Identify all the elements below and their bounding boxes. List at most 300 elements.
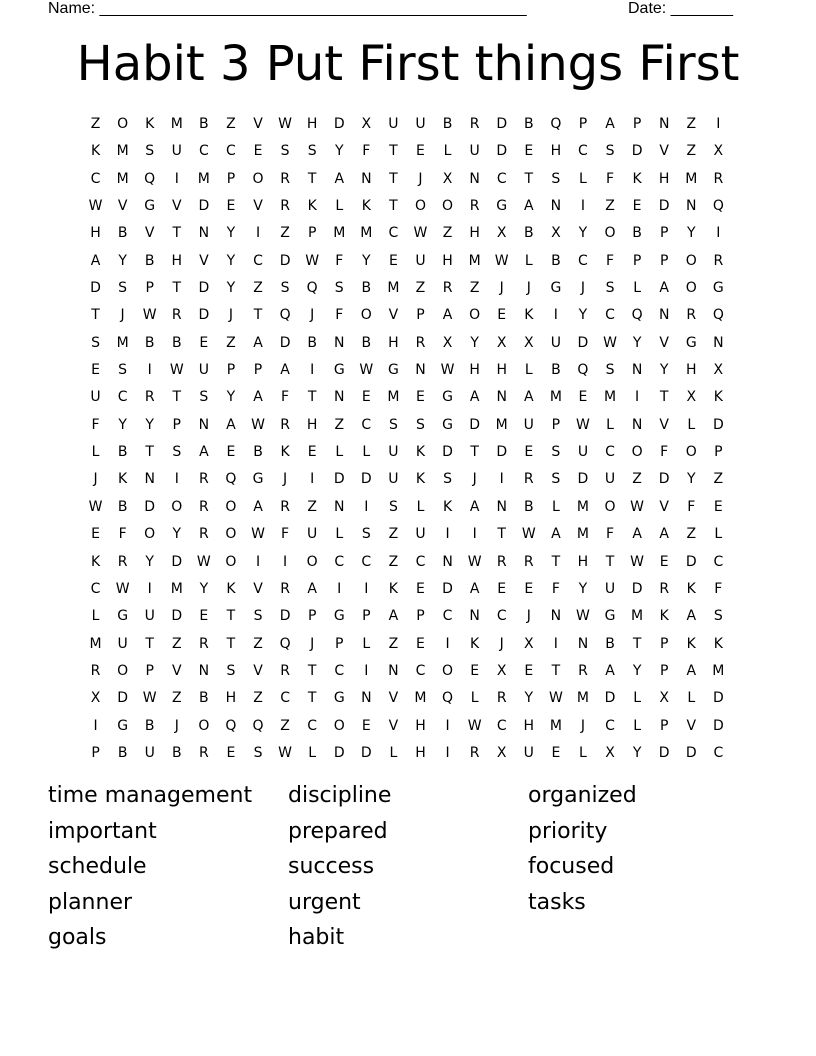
grid-letter: G: [252, 471, 264, 488]
grid-letter: X: [686, 389, 697, 406]
grid-letter: L: [687, 416, 696, 433]
grid-letter: W: [494, 252, 509, 269]
grid-row: [82, 384, 732, 411]
grid-letter: L: [308, 744, 317, 761]
grid-letter: A: [551, 526, 561, 543]
grid-letter: C: [605, 444, 615, 461]
grid-letter: L: [416, 498, 425, 515]
grid-letter: O: [225, 526, 237, 543]
grid-letter: T: [172, 389, 182, 406]
grid-letter: R: [280, 498, 290, 515]
grid-letter: I: [635, 389, 640, 406]
grid-letter: W: [548, 690, 563, 707]
grid-letter: K: [145, 116, 155, 132]
grid-letter: A: [90, 252, 101, 269]
grid-letter: A: [469, 498, 480, 515]
grid-letter: B: [171, 334, 182, 351]
grid-row: [82, 603, 732, 630]
grid-letter: E: [524, 143, 534, 160]
grid-letter: Y: [578, 225, 588, 242]
grid-letter: C: [90, 170, 101, 187]
grid-letter: Z: [253, 690, 263, 707]
grid-letter: E: [551, 744, 561, 761]
grid-letter: S: [199, 389, 209, 406]
grid-letter: H: [415, 744, 426, 761]
grid-letter: T: [389, 143, 398, 160]
grid-letter: B: [551, 252, 561, 269]
grid-letter: T: [91, 307, 100, 324]
grid-letter: G: [442, 389, 453, 406]
grid-letter: F: [362, 143, 371, 160]
grid-letter: W: [521, 526, 536, 543]
grid-letter: A: [686, 608, 697, 625]
grid-letter: L: [389, 744, 398, 761]
grid-letter: M: [576, 526, 589, 543]
grid-letter: S: [91, 334, 100, 351]
word-item: discipline: [288, 783, 392, 808]
grid-letter: M: [387, 280, 400, 297]
grid-letter: R: [171, 307, 182, 324]
grid-letter: C: [361, 553, 372, 570]
grid-letter: L: [579, 744, 587, 761]
grid-letter: E: [497, 580, 507, 597]
grid-letter: P: [416, 608, 425, 625]
grid-letter: V: [253, 662, 263, 679]
grid-letter: B: [144, 717, 155, 734]
grid-letter: D: [198, 280, 210, 297]
grid-letter: K: [388, 580, 398, 597]
grid-letter: I: [472, 526, 477, 543]
grid-letter: J: [526, 608, 531, 625]
grid-letter: A: [199, 444, 209, 461]
grid-letter: Z: [388, 553, 399, 570]
grid-letter: V: [253, 116, 263, 132]
grid-letter: M: [468, 252, 481, 269]
grid-letter: E: [226, 198, 236, 215]
grid-letter: H: [469, 362, 480, 379]
grid-letter: P: [578, 116, 588, 132]
grid-letter: B: [523, 116, 534, 132]
grid-letter: W: [88, 498, 103, 515]
grid-letter: S: [118, 280, 128, 297]
grid-letter: P: [632, 116, 642, 132]
word-item: priority: [528, 818, 608, 844]
grid-letter: P: [714, 444, 723, 461]
word-column-3: [528, 778, 768, 920]
grid-letter: G: [333, 362, 345, 379]
grid-letter: Y: [226, 225, 236, 242]
grid-letter: I: [147, 580, 152, 597]
grid-letter: V: [171, 198, 182, 215]
grid-letter: R: [198, 744, 209, 761]
grid-letter: A: [442, 307, 453, 324]
grid-letter: L: [633, 280, 641, 297]
grid-letter: O: [604, 498, 616, 515]
grid-letter: F: [605, 252, 615, 269]
grid-letter: L: [633, 717, 641, 734]
grid-letter: E: [416, 580, 425, 597]
grid-letter: K: [632, 170, 642, 187]
grid-letter: O: [631, 444, 643, 461]
word-item: time management: [48, 783, 253, 808]
grid-letter: Y: [632, 744, 642, 761]
grid-letter: D: [658, 471, 670, 488]
grid-letter: C: [605, 717, 615, 734]
grid-letter: G: [550, 280, 562, 297]
grid-letter: T: [307, 389, 317, 406]
grid-letter: M: [197, 170, 210, 187]
grid-letter: E: [388, 252, 398, 269]
grid-letter: F: [91, 416, 100, 433]
grid-letter: T: [470, 444, 479, 461]
grid-row: [82, 466, 732, 493]
word-item: urgent: [288, 889, 361, 915]
grid-letter: I: [310, 471, 315, 488]
grid-letter: F: [118, 526, 127, 543]
grid-letter: B: [117, 498, 128, 515]
grid-letter: W: [603, 334, 617, 351]
grid-letter: J: [283, 471, 288, 488]
grid-letter: E: [497, 307, 507, 324]
grid-letter: V: [659, 143, 669, 160]
grid-letter: P: [226, 362, 236, 379]
grid-letter: S: [280, 280, 290, 297]
grid-letter: P: [145, 662, 154, 679]
grid-letter: E: [307, 444, 317, 461]
grid-letter: R: [280, 198, 290, 215]
grid-letter: A: [605, 116, 615, 132]
grid-letter: N: [713, 334, 724, 351]
grid-letter: M: [170, 580, 183, 597]
grid-letter: O: [604, 225, 616, 242]
grid-letter: O: [442, 662, 454, 679]
grid-letter: L: [335, 444, 344, 461]
grid-letter: N: [658, 116, 670, 132]
grid-letter: Z: [388, 635, 399, 652]
grid-letter: Z: [686, 526, 697, 543]
grid-letter: D: [712, 717, 724, 734]
grid-letter: Z: [713, 471, 724, 488]
grid-letter: A: [253, 498, 263, 515]
grid-letter: D: [631, 580, 643, 597]
grid-letter: A: [659, 526, 669, 543]
grid-letter: J: [174, 717, 179, 734]
grid-letter: S: [551, 471, 561, 488]
grid-letter: M: [576, 498, 589, 515]
grid-letter: D: [279, 608, 291, 625]
grid-letter: R: [496, 553, 507, 570]
grid-letter: Y: [172, 526, 182, 543]
grid-letter: P: [632, 252, 642, 269]
grid-letter: L: [524, 252, 533, 269]
grid-letter: R: [469, 198, 480, 215]
grid-letter: W: [88, 198, 103, 215]
word-column-1: [48, 778, 288, 956]
grid-letter: C: [388, 225, 399, 242]
grid-letter: Z: [226, 116, 236, 132]
grid-letter: R: [442, 280, 453, 297]
grid-letter: R: [469, 116, 480, 132]
grid-letter: K: [686, 580, 696, 597]
grid-letter: C: [496, 717, 507, 734]
grid-letter: F: [335, 252, 344, 269]
grid-letter: K: [713, 389, 723, 406]
grid-row: [82, 302, 732, 329]
grid-letter: P: [659, 717, 669, 734]
grid-letter: F: [687, 498, 696, 515]
grid-letter: B: [632, 225, 642, 242]
grid-letter: Y: [226, 280, 236, 297]
grid-letter: B: [117, 225, 128, 242]
grid-letter: P: [335, 635, 344, 652]
grid-letter: P: [659, 662, 669, 679]
grid-letter: F: [281, 526, 290, 543]
grid-letter: B: [199, 690, 209, 707]
grid-letter: Y: [524, 690, 534, 707]
grid-letter: K: [686, 635, 696, 652]
grid-letter: S: [443, 471, 452, 488]
grid-letter: L: [91, 608, 100, 625]
grid-letter: X: [496, 334, 507, 351]
word-item: tasks: [528, 889, 586, 915]
grid-letter: L: [606, 416, 614, 433]
grid-letter: U: [388, 116, 399, 132]
grid-letter: E: [416, 389, 425, 406]
grid-letter: Z: [605, 198, 615, 215]
grid-letter: N: [686, 198, 697, 215]
grid-letter: L: [551, 498, 560, 515]
grid-letter: N: [469, 170, 480, 187]
grid-letter: Q: [577, 362, 589, 379]
grid-letter: K: [524, 307, 534, 324]
grid-letter: N: [144, 471, 155, 488]
grid-letter: O: [117, 662, 129, 679]
grid-letter: D: [496, 143, 508, 160]
grid-row: [82, 631, 732, 658]
grid-letter: O: [360, 307, 372, 324]
grid-letter: S: [226, 662, 236, 679]
grid-letter: A: [253, 334, 263, 351]
grid-letter: R: [469, 744, 480, 761]
grid-letter: Y: [578, 307, 588, 324]
grid-letter: P: [362, 608, 371, 625]
grid-letter: N: [550, 198, 562, 215]
grid-letter: Q: [306, 280, 318, 297]
grid-letter: G: [333, 608, 345, 625]
grid-letter: Z: [469, 280, 480, 297]
grid-letter: X: [90, 690, 101, 707]
grid-letter: A: [307, 580, 317, 597]
grid-letter: N: [631, 416, 643, 433]
grid-row: [82, 494, 732, 521]
grid-letter: N: [388, 662, 399, 679]
grid-letter: P: [172, 416, 181, 433]
grid-letter: C: [713, 553, 724, 570]
grid-letter: V: [171, 662, 182, 679]
grid-letter: H: [469, 225, 480, 242]
grid-letter: L: [579, 170, 587, 187]
grid-letter: D: [658, 198, 670, 215]
grid-letter: G: [333, 690, 345, 707]
grid-letter: N: [550, 608, 562, 625]
grid-letter: W: [251, 526, 265, 543]
grid-letter: O: [144, 526, 156, 543]
grid-letter: D: [442, 444, 453, 461]
grid-letter: F: [281, 389, 290, 406]
grid-letter: I: [310, 362, 315, 379]
grid-letter: A: [659, 280, 669, 297]
grid-letter: C: [90, 580, 101, 597]
grid-letter: I: [716, 225, 721, 242]
grid-letter: P: [226, 170, 236, 187]
grid-letter: D: [333, 471, 345, 488]
grid-letter: G: [144, 198, 156, 215]
grid-letter: L: [633, 690, 641, 707]
grid-letter: W: [467, 553, 482, 570]
grid-letter: I: [174, 471, 179, 488]
grid-letter: S: [253, 744, 263, 761]
grid-letter: U: [388, 444, 399, 461]
grid-letter: E: [361, 389, 371, 406]
grid-letter: T: [551, 662, 561, 679]
grid-letter: E: [226, 744, 236, 761]
grid-letter: V: [659, 498, 669, 515]
letter-grid: [82, 111, 732, 767]
grid-letter: W: [278, 744, 292, 761]
grid-letter: Y: [686, 471, 696, 488]
grid-letter: V: [659, 334, 669, 351]
grid-row: [82, 576, 732, 603]
grid-letter: C: [198, 143, 209, 160]
grid-letter: O: [685, 280, 697, 297]
worksheet-header: [48, 0, 748, 20]
grid-letter: C: [415, 662, 426, 679]
grid-letter: F: [551, 580, 560, 597]
grid-letter: X: [361, 116, 372, 132]
grid-letter: C: [117, 389, 128, 406]
grid-letter: C: [361, 416, 372, 433]
grid-letter: G: [604, 608, 616, 625]
grid-letter: P: [659, 252, 669, 269]
grid-letter: Y: [226, 252, 236, 269]
grid-letter: U: [171, 143, 182, 160]
grid-letter: D: [442, 580, 453, 597]
grid-letter: K: [90, 553, 101, 570]
grid-letter: E: [659, 553, 669, 570]
grid-letter: H: [496, 362, 507, 379]
grid-letter: Z: [632, 471, 642, 488]
grid-letter: T: [389, 170, 398, 187]
grid-letter: P: [307, 608, 317, 625]
grid-letter: L: [443, 143, 452, 160]
grid-letter: Y: [632, 662, 642, 679]
grid-letter: S: [551, 170, 561, 187]
grid-row: [82, 357, 732, 384]
grid-letter: S: [172, 444, 182, 461]
grid-letter: D: [360, 744, 372, 761]
grid-letter: W: [278, 116, 292, 132]
grid-letter: X: [659, 690, 669, 707]
grid-letter: N: [442, 553, 453, 570]
grid-letter: T: [632, 635, 642, 652]
grid-letter: R: [713, 252, 724, 269]
grid-letter: J: [310, 635, 315, 652]
grid-letter: S: [280, 143, 290, 160]
grid-letter: J: [580, 717, 586, 734]
grid-letter: K: [307, 198, 317, 215]
grid-letter: V: [659, 416, 669, 433]
grid-letter: L: [362, 635, 371, 652]
grid-letter: Z: [226, 334, 236, 351]
grid-letter: N: [496, 498, 507, 515]
grid-letter: C: [280, 690, 290, 707]
grid-letter: R: [117, 553, 128, 570]
grid-letter: J: [499, 635, 504, 652]
grid-letter: M: [170, 116, 183, 132]
grid-letter: L: [335, 198, 344, 215]
grid-letter: B: [605, 635, 615, 652]
grid-letter: Z: [388, 526, 399, 543]
grid-letter: U: [388, 471, 399, 488]
grid-letter: U: [198, 362, 209, 379]
grid-letter: C: [226, 143, 236, 160]
grid-letter: S: [605, 143, 615, 160]
grid-letter: C: [334, 662, 345, 679]
grid-letter: T: [307, 170, 317, 187]
grid-letter: D: [685, 553, 697, 570]
grid-letter: D: [333, 744, 345, 761]
grid-row: [82, 439, 732, 466]
grid-letter: D: [171, 553, 183, 570]
grid-letter: Y: [470, 334, 479, 351]
grid-letter: V: [388, 717, 399, 734]
grid-row: [82, 521, 732, 548]
grid-letter: W: [630, 553, 645, 570]
grid-letter: X: [523, 334, 534, 351]
grid-letter: M: [603, 389, 617, 406]
grid-letter: W: [169, 362, 184, 379]
grid-letter: Q: [225, 471, 237, 488]
grid-letter: W: [305, 252, 320, 269]
grid-letter: E: [416, 143, 425, 160]
grid-letter: J: [310, 307, 315, 324]
grid-letter: K: [226, 580, 236, 597]
grid-letter: L: [714, 526, 723, 543]
grid-letter: I: [716, 116, 721, 132]
grid-letter: A: [605, 662, 615, 679]
grid-letter: T: [253, 307, 263, 324]
grid-letter: M: [631, 608, 644, 625]
grid-letter: T: [389, 198, 398, 215]
grid-row: [82, 138, 732, 165]
grid-letter: M: [387, 389, 400, 406]
grid-letter: V: [117, 198, 128, 215]
grid-letter: U: [577, 444, 589, 461]
grid-letter: D: [496, 444, 508, 461]
grid-letter: H: [415, 717, 426, 734]
grid-letter: Y: [632, 334, 642, 351]
grid-letter: B: [442, 116, 453, 132]
grid-letter: P: [253, 362, 263, 379]
grid-letter: N: [658, 307, 670, 324]
grid-letter: B: [117, 744, 128, 761]
grid-letter: S: [388, 416, 398, 433]
grid-letter: Q: [631, 307, 643, 324]
grid-letter: H: [577, 553, 589, 570]
grid-letter: I: [255, 225, 261, 242]
grid-letter: Z: [307, 498, 317, 515]
grid-letter: Y: [118, 416, 127, 433]
